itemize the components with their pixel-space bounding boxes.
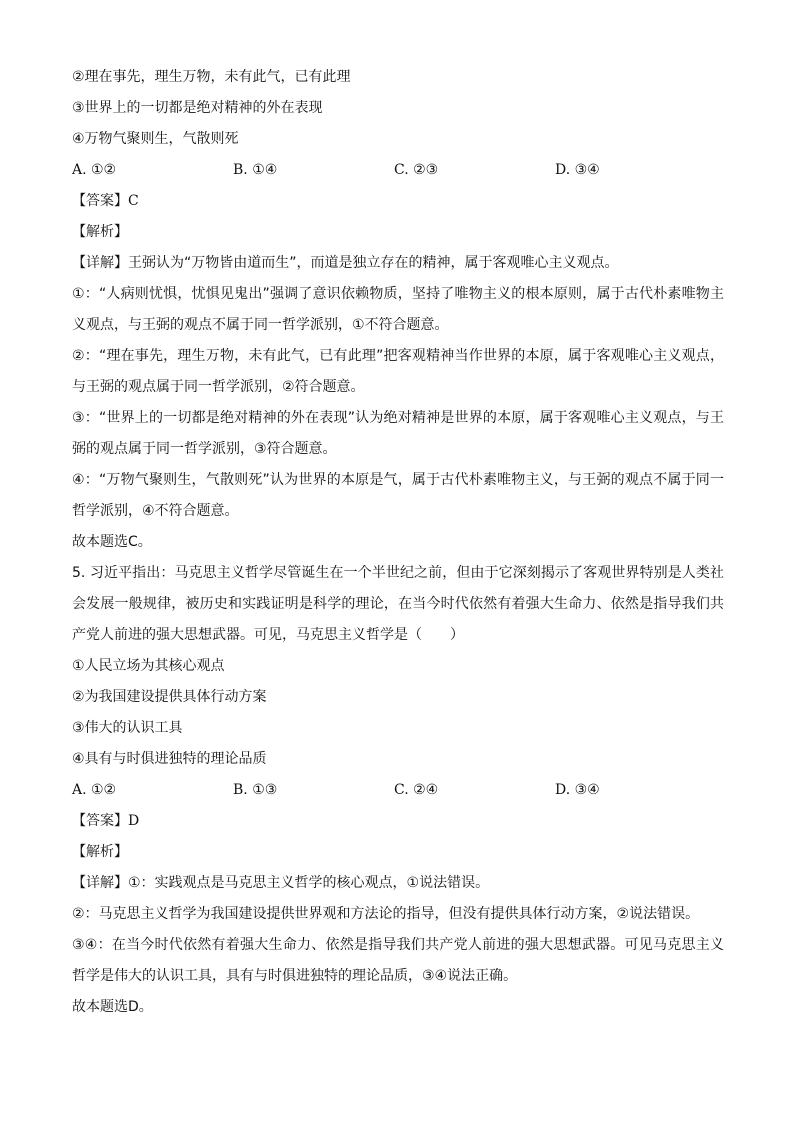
q4-item-3: ③世界上的一切都是绝对精神的外在表现 xyxy=(72,100,323,116)
q5-detail-2: ②：马克思主义哲学为我国建设提供世界观和方法论的指导，但没有提供具体行动方案，②说法错误。 xyxy=(72,906,700,922)
q5-option-c: C. ②④ xyxy=(394,782,439,798)
q4-detail-intro: 【详解】王弼认为“万物皆由道而生”，而道是独立存在的精神，属于客观唯心主义观点。 xyxy=(72,255,619,271)
q5-option-a: A. ①② xyxy=(72,782,117,798)
q4-answer xyxy=(72,186,724,217)
q4-option-d: D. ③④ xyxy=(555,162,600,178)
q5-item-3: ③伟大的认识工具 xyxy=(72,720,183,736)
q5-answer-value: D xyxy=(128,813,140,829)
q4-option-c: C. ②③ xyxy=(394,162,439,178)
q5-option-b: B. ①③ xyxy=(233,782,278,798)
q4-item-4: ④万物气聚则生，气散则死 xyxy=(72,131,239,147)
q4-conclusion: 故本题选C。 xyxy=(72,534,152,550)
q4-detail-3: ③：“世界上的一切都是绝对精神的外在表现”认为绝对精神是世界的本原，属于客观唯心主义观点，与王弼的观点属于同一哲学派别，③符合题意。 xyxy=(72,410,724,457)
q4-answer-tag: 【答案】 xyxy=(72,193,128,209)
q5-stem: 5. 习近平指出：马克思主义哲学尽管诞生在一个半世纪之前，但由于它深刻揭示了客观世界特别是人类社会发展一般规律，被历史和实践证明是科学的理论，在当今时代依然有着强大生命力、依然是指导我们共产党人前进的强大思想武器。可见，马克思主义哲学是（ ） xyxy=(72,565,724,643)
q4-item-2: ②理在事先，理生万物，未有此气，已有此理 xyxy=(72,69,351,85)
q4-option-a: A. ①② xyxy=(72,162,117,178)
q4-analysis-tag: 【解析】 xyxy=(72,224,128,240)
q5-options xyxy=(72,775,724,806)
q4-answer-value: C xyxy=(128,193,139,209)
q5-option-d: D. ③④ xyxy=(555,782,600,798)
q4-detail-1: ①：“人病则忧惧，忧惧见鬼出”强调了意识依赖物质，坚持了唯物主义的根本原则，属于古代朴素唯物主义观点，与王弼的观点不属于同一哲学派别，①不符合题意。 xyxy=(72,286,724,333)
q4-detail-2: ②：“理在事先，理生万物，未有此气，已有此理”把客观精神当作世界的本原，属于客观唯心主义观点，与王弼的观点属于同一哲学派别，②符合题意。 xyxy=(72,348,724,395)
q4-option-b: B. ①④ xyxy=(233,162,278,178)
q5-answer-tag: 【答案】 xyxy=(72,813,128,829)
q5-detail-1: 【详解】①：实践观点是马克思主义哲学的核心观点，①说法错误。 xyxy=(72,875,490,891)
q4-detail-4: ④：“万物气聚则生，气散则死”认为世界的本原是气，属于古代朴素唯物主义，与王弼的观点不属于同一哲学派别，④不符合题意。 xyxy=(72,472,724,519)
q5-item-4: ④具有与时俱进独特的理论品质 xyxy=(72,751,267,767)
q5-detail-3: ③④：在当今时代依然有着强大生命力、依然是指导我们共产党人前进的强大思想武器。可见马克思主义哲学是伟大的认识工具，具有与时俱进独特的理论品质，③④说法正确。 xyxy=(72,937,724,984)
q5-conclusion: 故本题选D。 xyxy=(72,999,153,1015)
q5-item-2: ②为我国建设提供具体行动方案 xyxy=(72,689,267,705)
q5-item-1: ①人民立场为其核心观点 xyxy=(72,658,225,674)
document-page xyxy=(72,62,724,1023)
q5-analysis-tag: 【解析】 xyxy=(72,844,128,860)
q5-answer xyxy=(72,806,724,837)
q4-options xyxy=(72,155,724,186)
